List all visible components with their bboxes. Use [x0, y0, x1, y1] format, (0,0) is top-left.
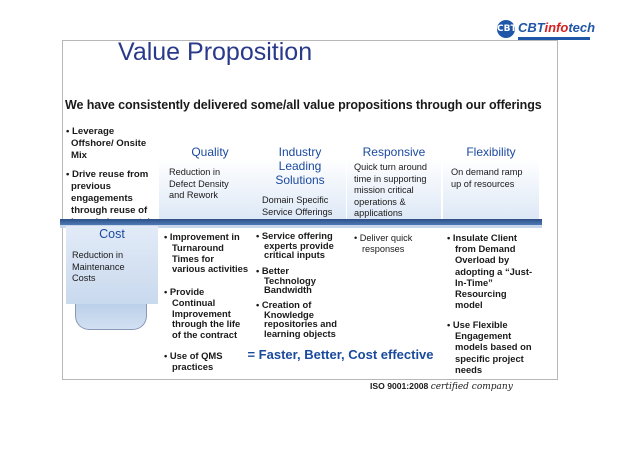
tagline: = Faster, Better, Cost effective [229, 343, 452, 367]
drive-reuse-bullet: • Drive reuse from previous engagements through reuse of [66, 169, 149, 216]
flexibility-title: Flexibility [466, 145, 516, 159]
industry-item-bandwidth: • Better Technology Bandwidth [256, 265, 316, 296]
quality-box [159, 143, 261, 220]
slide-title: Value Proposition [118, 38, 313, 66]
industry-box [254, 143, 346, 220]
flexibility-box [443, 143, 539, 220]
industry-title: Industry Leading Solutions [275, 145, 325, 187]
flexibility-item-insulate: • Insulate Client from Demand Overload by adopting a “Just- In-Time” Resourcing model [447, 232, 533, 311]
flexibility-desc: On demand ramp up of resources [451, 167, 523, 189]
quality-item-qms: • Use of QMS practices [164, 350, 223, 372]
flexibility-item-engagement: • Use Flexible Engagement models based on specific project needs [447, 319, 532, 375]
leverage-bullet: • Leverage Offshore/ Onsite Mix [66, 126, 147, 161]
cost-title: Cost [99, 227, 125, 241]
quality-item-turnaround: • Improvement in Turnaround Times for various activities [164, 231, 249, 275]
company-logo [497, 18, 595, 44]
logo-emblem-icon: CBT [497, 20, 515, 38]
cost-arrow-tail [75, 304, 147, 330]
quality-desc: Reduction in Defect Density and Rework [169, 167, 229, 200]
cost-box [66, 226, 158, 304]
logo-wordmark: CBTinfotech [518, 20, 596, 35]
logo-underline [518, 37, 590, 40]
slide-subtitle: We have consistently delivered some/all value propositions through our offerings [65, 98, 542, 112]
quality-title: Quality [191, 145, 229, 159]
responsive-box [347, 143, 441, 220]
industry-desc: Domain Specific Service Offerings [262, 195, 333, 217]
responsive-item-deliver: • Deliver quick responses [354, 233, 413, 254]
iso-certification: ISO 9001:2008 certified company [370, 381, 513, 392]
cost-desc: Reduction in Maintenance Costs [72, 250, 125, 283]
responsive-desc: Quick turn around time in supporting mission critical operations & applications [354, 162, 428, 218]
quality-item-improvement: • Provide Continual Improvement through the life of the contract [164, 286, 241, 341]
responsive-title: Responsive [362, 145, 426, 159]
industry-item-knowledge: • Creation of Knowledge repositories and learning objects [256, 299, 337, 339]
industry-item-experts: • Service offering experts provide critical inputs [256, 230, 334, 261]
